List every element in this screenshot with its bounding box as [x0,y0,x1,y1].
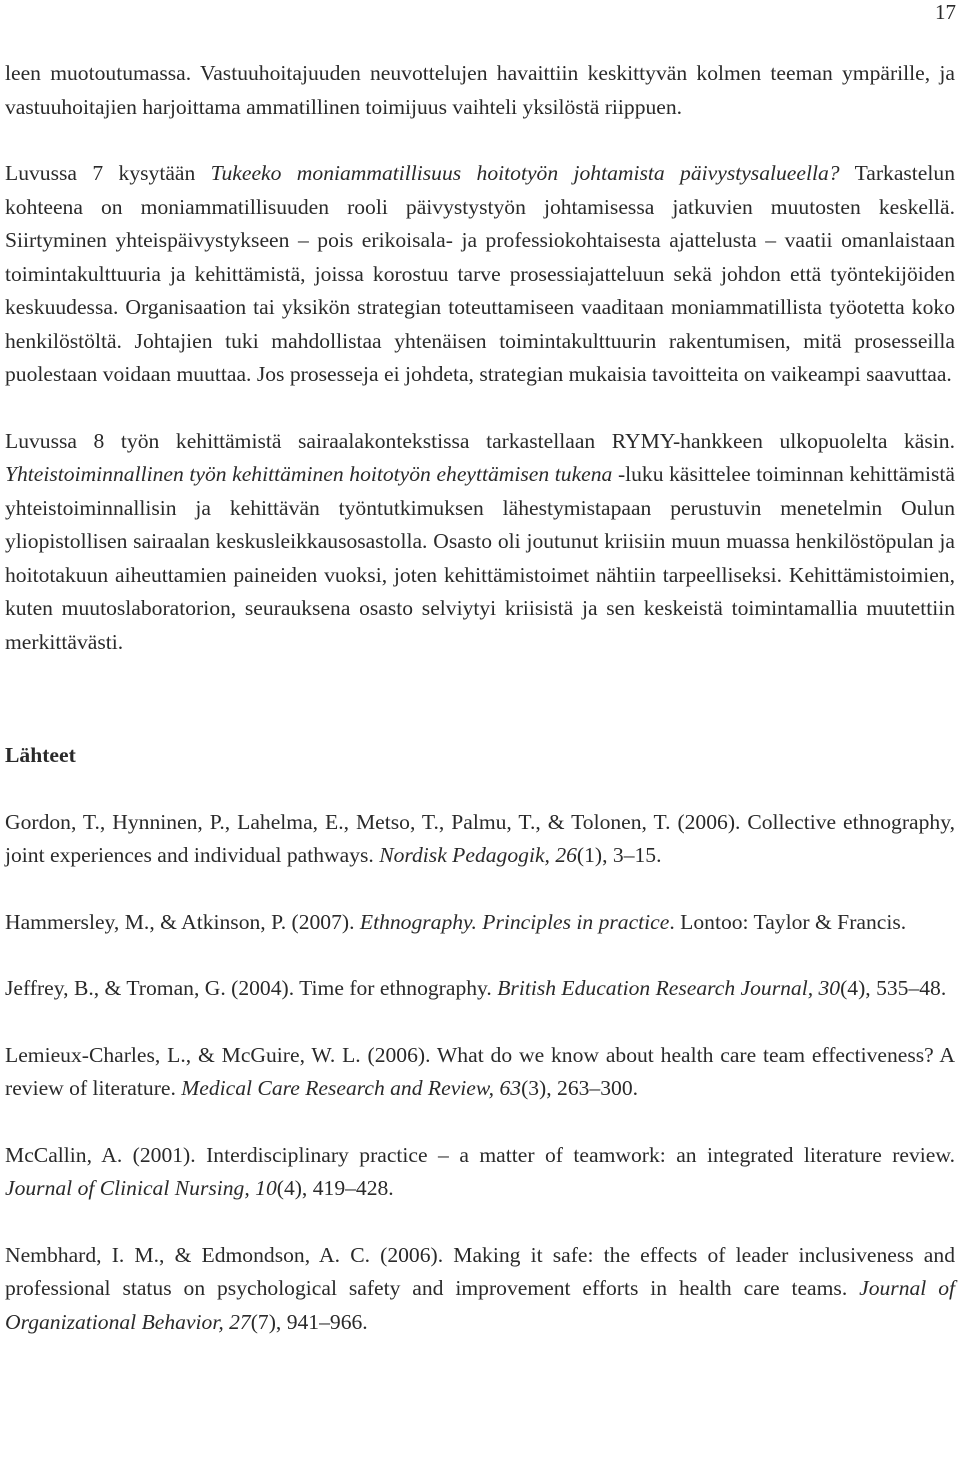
paragraph-text: -luku käsittelee toiminnan kehittämistä yhteistoiminnallisin ja kehittävän työntutkimuksen lähestymistapaan perustuvin menetelmin Oulun yliopistollisen sairaalan keskusleikkausosastolla. Osasto oli joutunut kriisiin muun muassa henkilöstöpulan ja hoitotakuun aiheuttamien paineiden vuoksi, joten kehittämistoimet nähtiin tarpeelliseksi. Kehittämistoimien, kuten muutoslaboratorion, seurauksena osasto selviytyi kriisistä ja sen keskeistä toimintamallia muutettiin merkittävästi. [5,462,955,654]
reference-text: (3), 263–300. [521,1076,639,1100]
paragraph-text: Luvussa 8 työn kehittämistä sairaalakontekstissa tarkastellaan RYMY-hankkeen ulkopuolelta käsin. [5,428,955,453]
reference-item [5,906,955,940]
reference-text: (4), 419–428. [276,1176,394,1200]
reference-item [5,1039,955,1106]
reference-list [5,806,955,1340]
reference-text: Gordon, T., Hynninen, P., Lahelma, E., Metso, T., Palmu, T., & Tolonen, T. (2006). Collective ethnography, joint experiences and individual pathways. [5,809,955,867]
reference-source: Journal of Clinical Nursing, 10 [5,1176,277,1200]
chapter-title: Tukeeko moniammatillisuus hoitotyön johtamista päivystysalueella? [210,161,840,185]
reference-text: McCallin, A. (2001). Interdisciplinary practice – a matter of teamwork: an integrated literature review. [5,1142,955,1167]
reference-text: (1), 3–15. [576,843,662,867]
paragraph-chapter-8 [5,425,955,660]
reference-text: Lemieux-Charles, L., & McGuire, W. L. (2006). What do we know about health care team effectiveness? A review of literature. [5,1042,955,1100]
reference-text: . Lontoo: Taylor & Francis. [669,909,907,934]
reference-text: (4), 535–48. [840,976,947,1000]
chapter-title: Yhteistoiminnallinen työn kehittäminen hoitotyön eheyttämisen tukena [5,462,613,486]
reference-source: Nordisk Pedagogik, 26 [379,843,577,867]
reference-source: Ethnography. Principles in practice [359,909,670,934]
reference-text: Jeffrey, B., & Troman, G. (2004). Time for ethnography. [5,976,498,1000]
paragraph-chapter-7 [5,157,955,392]
reference-source: Journal of Organizational Behavior, 27 [5,1276,955,1334]
reference-item [5,1239,955,1340]
paragraph-text: Tarkastelun kohteena on moniammatillisuuden rooli päivystystyön johtamisessa jatkuvien muutosten keskellä. Siirtyminen yhteispäivystykseen – pois erikoisala- ja professiokohtaisesta ajattelusta – vaatii omanlaistaan toimintakulttuuria ja kehittämistä, joissa korostuu tarve prosessiajatteluun sekä johdon että työntekijöiden keskuudessa. Organisaation tai yksikön strategian toteuttamiseen vaaditaan moniammatillista työotetta koko henkilöstöltä. Johtajien tuki mahdollistaa yhtenäisen toimintakulttuurin rakentumisen, mitä prosesseilla puolestaan voidaan muuttaa. Jos prosesseja ei johdeta, strategian mukaisia tavoitteita on vaikeampi saavuttaa. [5,161,955,386]
document-body [5,57,955,1339]
reference-item [5,972,955,1006]
paragraph-intro-end: leen muotoutumassa. Vastuuhoitajuuden neuvottelujen havaittiin keskittyvän kolmen teeman ympärille, ja vastuuhoitajien harjoittama ammatillinen toimijuus vaihteli yksilöstä riippuen. [5,61,955,119]
reference-item [5,806,955,873]
reference-source: British Education Research Journal, 30 [497,976,841,1000]
reference-source: Medical Care Research and Review, 63 [181,1076,522,1100]
reference-text: Nembhard, I. M., & Edmondson, A. C. (2006). Making it safe: the effects of leader inclusiveness and professional status on psychological safety and improvement efforts in health care teams. [5,1242,955,1300]
page-number: 17 [935,0,956,24]
reference-text: (7), 941–966. [250,1309,368,1334]
paragraph-text: Luvussa 7 kysytään [5,161,211,185]
reference-text: Hammersley, M., & Atkinson, P. (2007). [5,909,360,934]
references-heading: Lähteet [5,743,76,767]
reference-item [5,1139,955,1206]
